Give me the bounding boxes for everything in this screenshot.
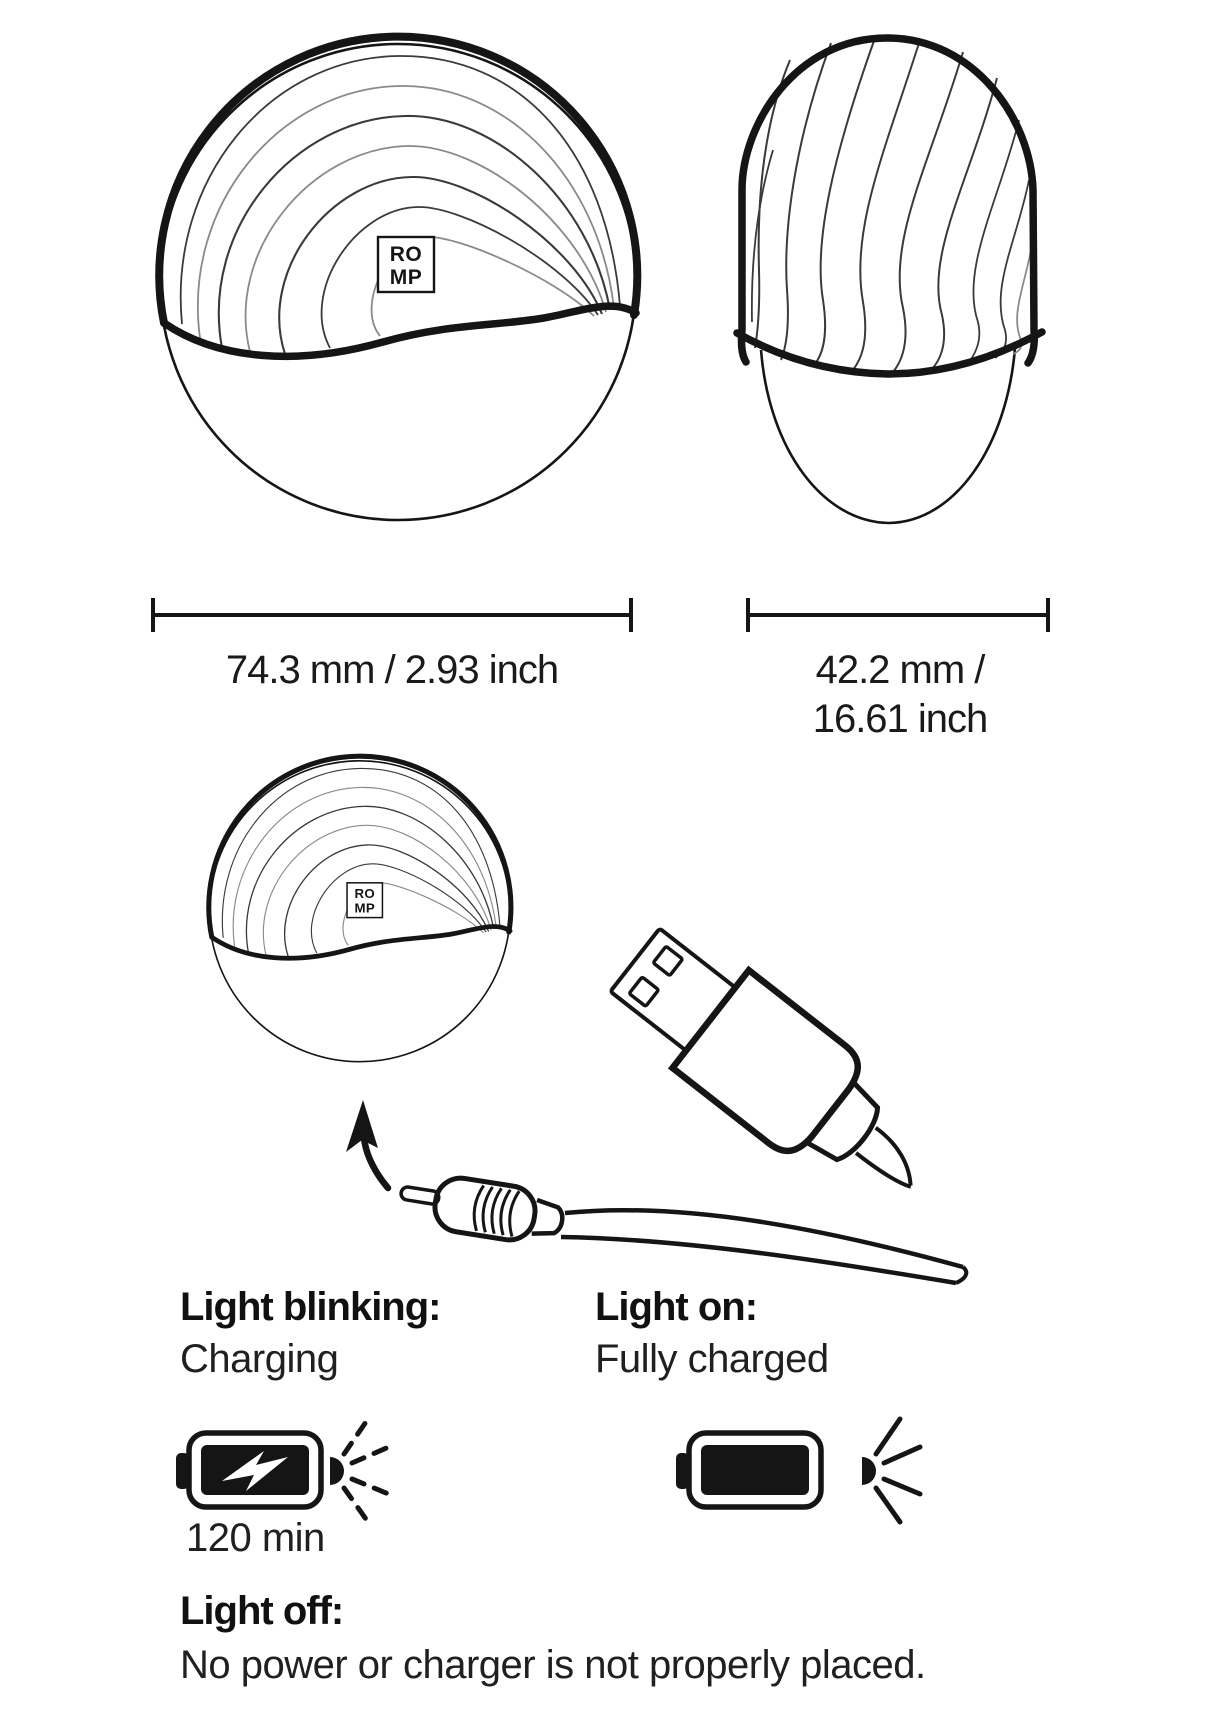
- light-blinking-description: Charging: [180, 1337, 339, 1381]
- charging-device-illustration: [208, 752, 513, 1068]
- light-off-block: [180, 1588, 1160, 1688]
- side-width-dimension-line: [745, 596, 1051, 636]
- front-width-label: 74.3 mm / 2.93 inch: [225, 648, 559, 692]
- light-off-title: Light off:: [180, 1589, 344, 1633]
- light-blinking-block: [180, 1284, 580, 1382]
- front-width-dimension-line: [150, 596, 634, 636]
- dc-plug-ribs: [471, 1185, 519, 1237]
- light-on-icon: [862, 1419, 920, 1522]
- front-view-illustration: [158, 30, 640, 530]
- usb-metal-shell: [610, 928, 735, 1050]
- device-side-cap-seam: [737, 332, 1042, 374]
- side-width-label: [730, 646, 1070, 744]
- side-width-label-line1: 42.2 mm /: [815, 648, 985, 692]
- light-blinking-icon: [330, 1419, 391, 1522]
- light-on-title: Light on:: [595, 1285, 758, 1329]
- device-side-cap-outline: [741, 38, 1034, 363]
- romp-logo-line2: MP: [389, 266, 423, 289]
- charge-duration-label: 120 min: [186, 1516, 325, 1560]
- side-width-label-line2: 16.61 inch: [812, 696, 988, 741]
- light-off-description: No power or charger is not properly placed.: [180, 1643, 926, 1687]
- light-on-block: [595, 1284, 1075, 1382]
- battery-charging-icon: [176, 1433, 321, 1507]
- romp-logo-line1: RO: [389, 243, 423, 266]
- side-view-illustration: [735, 30, 1045, 530]
- romp-logo: [378, 237, 434, 292]
- battery-full-icon: [676, 1433, 821, 1507]
- usb-plug-body: [672, 970, 868, 1161]
- light-on-description: Fully charged: [595, 1337, 829, 1381]
- light-blinking-title: Light blinking:: [180, 1285, 441, 1329]
- device-cap-seam: [164, 306, 636, 356]
